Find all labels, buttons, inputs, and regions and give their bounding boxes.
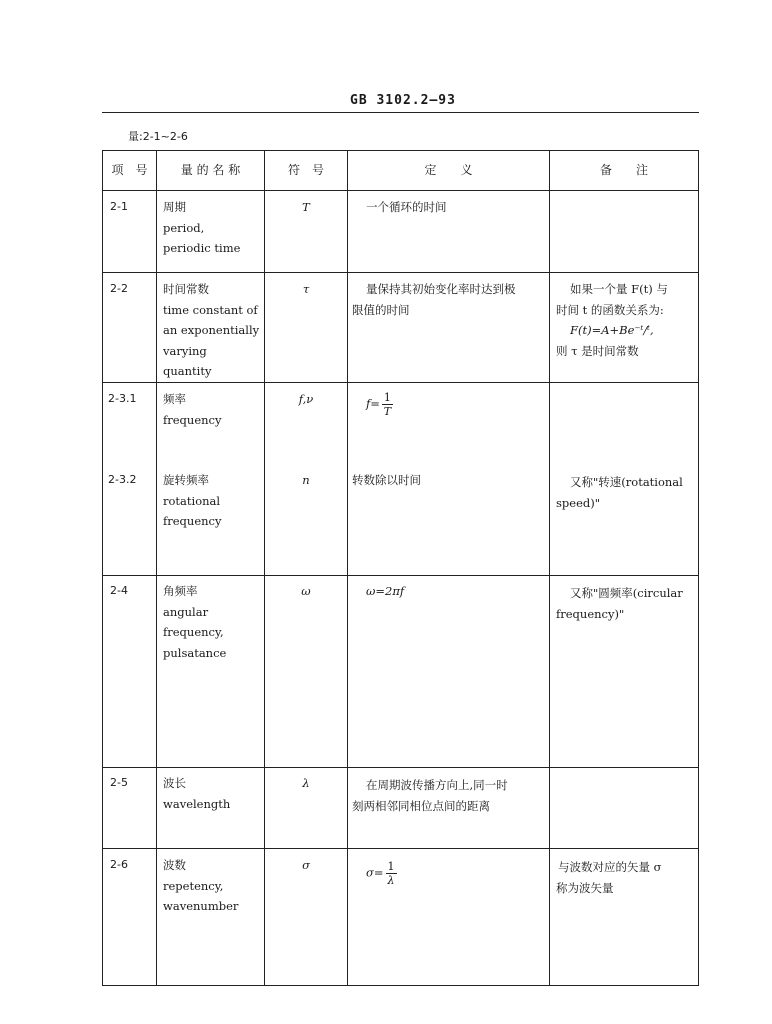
quantity-symbol: τ <box>302 282 310 296</box>
definition: 一个循环的时间 <box>366 200 447 214</box>
vline-left <box>102 150 103 986</box>
hline-top <box>102 150 699 151</box>
row-num: 2-4 <box>110 584 128 597</box>
quantity-symbol: n <box>302 473 310 487</box>
quantity-symbol: σ <box>302 858 310 872</box>
remarks: 又称"转速(rotational speed)" <box>556 475 683 510</box>
row-num: 2-5 <box>110 776 128 789</box>
remarks: 又称"圆频率(circular frequency)" <box>556 586 683 621</box>
vline-right <box>698 150 699 986</box>
fraction <box>382 391 393 418</box>
quantity-symbol: f,ν <box>298 392 314 406</box>
col-header-name: 量 的 名 称 <box>180 163 241 177</box>
fraction-numerator: 1 <box>387 860 395 873</box>
quantity-name: 周期 period, periodic time <box>163 200 241 255</box>
row-num: 2-6 <box>110 858 128 871</box>
definition: 转数除以时间 <box>352 473 421 487</box>
quantity-symbol: λ <box>302 776 310 790</box>
quantity-name: 波长 wavelength <box>163 776 231 811</box>
row-num: 2-1 <box>110 200 128 213</box>
row-num: 2-2 <box>110 282 128 295</box>
quantity-name: 时间常数 time constant of an exponentially varying quantity <box>163 282 260 378</box>
formula-lhs: σ= <box>366 865 384 880</box>
col-header-definition: 定 义 <box>424 163 473 177</box>
remarks: 如果一个量 F(t) 与 时间 t 的函数关系为: F(t)=A+Be⁻ᵗ/ᵗ, 则 τ 是时间常数 <box>556 282 668 358</box>
header-rule <box>102 112 699 113</box>
quantity-name: 频率 frequency <box>163 392 222 427</box>
fraction-denominator: λ <box>387 874 395 887</box>
remarks: 与波数对应的矢量 σ 称为波矢量 <box>556 860 662 895</box>
hline-row1 <box>102 272 699 273</box>
fraction-denominator: T <box>383 405 392 418</box>
vline-col3 <box>347 150 348 986</box>
table-caption: 量:2-1~2-6 <box>128 130 188 143</box>
formula-lhs: f= <box>366 396 380 411</box>
col-header-remarks: 备 注 <box>599 163 648 177</box>
definition: 在周期波传播方向上,同一时 刻两相邻同相位点间的距离 <box>352 778 508 813</box>
definition-formula <box>366 860 546 887</box>
definition-formula: ω=2πf <box>366 584 405 598</box>
hline-row2 <box>102 382 699 383</box>
fraction <box>386 860 397 887</box>
document-code: GB 3102.2—93 <box>350 93 456 108</box>
quantity-name: 旋转频率 rotational frequency <box>163 473 222 528</box>
quantity-symbol: T <box>302 200 310 214</box>
col-header-num: 项 号 <box>111 163 148 177</box>
row-num: 2-3.2 <box>108 473 137 486</box>
vline-col1 <box>156 150 157 986</box>
hline-bottom <box>102 985 699 986</box>
hline-row4 <box>102 767 699 768</box>
fraction-numerator: 1 <box>383 391 391 404</box>
definition-formula <box>366 391 546 418</box>
hline-row3 <box>102 575 699 576</box>
row-num: 2-3.1 <box>108 392 137 405</box>
hline-header <box>102 190 699 191</box>
quantity-name: 波数 repetency, wavenumber <box>163 858 239 913</box>
hline-row5 <box>102 848 699 849</box>
quantity-name: 角频率 angular frequency, pulsatance <box>163 584 227 660</box>
vline-col4 <box>549 150 550 986</box>
definition: 量保持其初始变化率时达到极 限值的时间 <box>352 282 516 317</box>
col-header-symbol: 符 号 <box>287 163 324 177</box>
quantity-symbol: ω <box>301 584 311 598</box>
